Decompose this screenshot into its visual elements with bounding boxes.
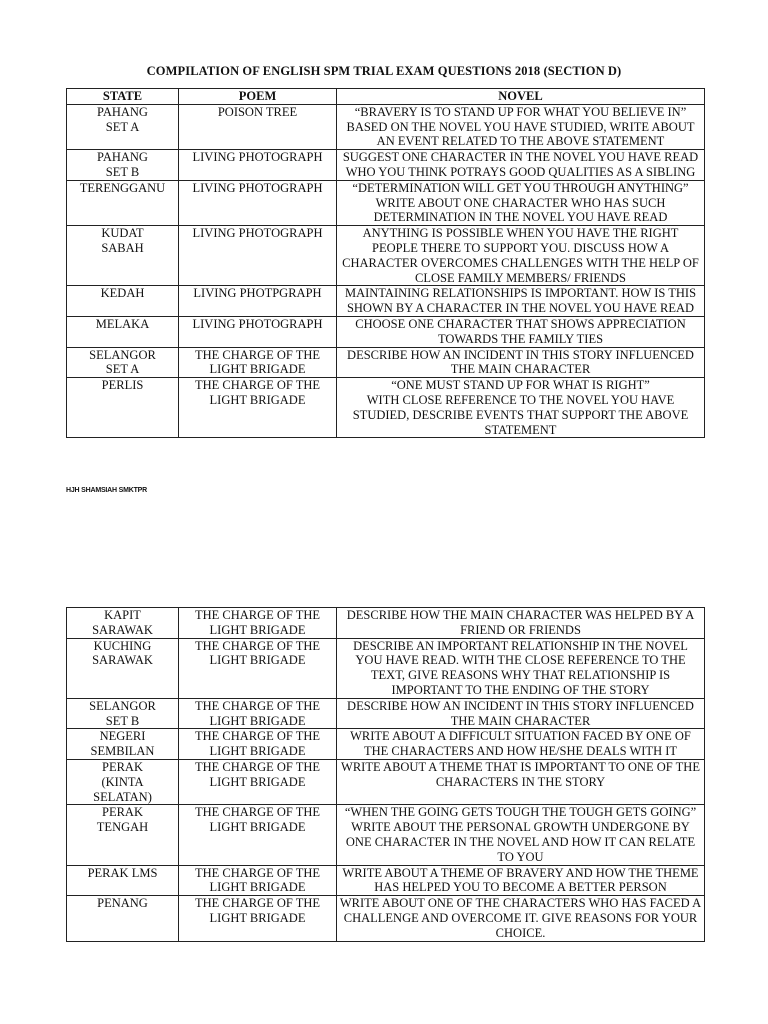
- novel-cell: MAINTAINING RELATIONSHIPS IS IMPORTANT. HOW IS THIS SHOWN BY A CHARACTER IN THE NOVEL YOU HAVE READ: [337, 286, 705, 317]
- novel-cell: ANYTHING IS POSSIBLE WHEN YOU HAVE THE RIGHT PEOPLE THERE TO SUPPORT YOU. DISCUSS HOW A CHARACTER OVERCOMES CHALLENGES WITH THE HELP OF CLOSE FAMILY MEMBERS/ FRIENDS: [337, 226, 705, 286]
- state-cell: SELANGOR SET B: [67, 698, 179, 729]
- questions-table-1: [66, 88, 705, 438]
- poem-cell: THE CHARGE OF THE LIGHT BRIGADE: [179, 896, 337, 941]
- state-cell: PERAK LMS: [67, 865, 179, 896]
- poem-cell: THE CHARGE OF THE LIGHT BRIGADE: [179, 638, 337, 698]
- state-cell: TERENGGANU: [67, 180, 179, 225]
- state-cell: PAHANG SET A: [67, 104, 179, 149]
- poem-cell: THE CHARGE OF THE LIGHT BRIGADE: [179, 759, 337, 804]
- novel-cell: “WHEN THE GOING GETS TOUGH THE TOUGH GETS GOING” WRITE ABOUT THE PERSONAL GROWTH UNDERGONE BY ONE CHARACTER IN THE NOVEL AND HOW IT CAN RELATE TO YOU: [337, 805, 705, 865]
- table-row: [67, 608, 705, 639]
- table-row: [67, 226, 705, 286]
- state-cell: NEGERI SEMBILAN: [67, 729, 179, 760]
- novel-cell: WRITE ABOUT A THEME THAT IS IMPORTANT TO ONE OF THE CHARACTERS IN THE STORY: [337, 759, 705, 804]
- table-row: [67, 347, 705, 378]
- novel-cell: WRITE ABOUT A THEME OF BRAVERY AND HOW THE THEME HAS HELPED YOU TO BECOME A BETTER PERSON: [337, 865, 705, 896]
- table-row: [67, 729, 705, 760]
- table-row: [67, 316, 705, 347]
- state-cell: KEDAH: [67, 286, 179, 317]
- novel-cell: “DETERMINATION WILL GET YOU THROUGH ANYTHING” WRITE ABOUT ONE CHARACTER WHO HAS SUCH DETERMINATION IN THE NOVEL YOU HAVE READ: [337, 180, 705, 225]
- questions-table-2: [66, 607, 705, 942]
- poem-cell: LIVING PHOTOGRAPH: [179, 180, 337, 225]
- poem-cell: LIVING PHOTOGRAPH: [179, 226, 337, 286]
- state-cell: MELAKA: [67, 316, 179, 347]
- author-footer: HJH SHAMSIAH SMKTPR: [66, 487, 147, 494]
- novel-cell: “ONE MUST STAND UP FOR WHAT IS RIGHT” WITH CLOSE REFERENCE TO THE NOVEL YOU HAVE STUDIED, DESCRIBE EVENTS THAT SUPPORT THE ABOVE STATEMENT: [337, 378, 705, 438]
- header-state: STATE: [67, 89, 179, 105]
- poem-cell: THE CHARGE OF THE LIGHT BRIGADE: [179, 608, 337, 639]
- novel-cell: DESCRIBE HOW AN INCIDENT IN THIS STORY INFLUENCED THE MAIN CHARACTER: [337, 347, 705, 378]
- table-row: [67, 805, 705, 865]
- state-cell: KUDAT SABAH: [67, 226, 179, 286]
- state-cell: PAHANG SET B: [67, 150, 179, 181]
- table-row: [67, 698, 705, 729]
- header-poem: POEM: [179, 89, 337, 105]
- document-title: COMPILATION OF ENGLISH SPM TRIAL EXAM QUESTIONS 2018 (SECTION D): [146, 64, 622, 78]
- poem-cell: THE CHARGE OF THE LIGHT BRIGADE: [179, 378, 337, 438]
- state-cell: PERAK (KINTA SELATAN): [67, 759, 179, 804]
- table-row: [67, 104, 705, 149]
- header-novel: NOVEL: [337, 89, 705, 105]
- table-row: [67, 378, 705, 438]
- novel-cell: WRITE ABOUT A DIFFICULT SITUATION FACED BY ONE OF THE CHARACTERS AND HOW HE/SHE DEALS WITH IT: [337, 729, 705, 760]
- poem-cell: THE CHARGE OF THE LIGHT BRIGADE: [179, 347, 337, 378]
- poem-cell: THE CHARGE OF THE LIGHT BRIGADE: [179, 729, 337, 760]
- poem-cell: THE CHARGE OF THE LIGHT BRIGADE: [179, 865, 337, 896]
- table-header-row: [67, 89, 705, 105]
- table-row: [67, 896, 705, 941]
- table-row: [67, 759, 705, 804]
- state-cell: PENANG: [67, 896, 179, 941]
- novel-cell: DESCRIBE AN IMPORTANT RELATIONSHIP IN THE NOVEL YOU HAVE READ. WITH THE CLOSE REFERENCE TO THE TEXT, GIVE REASONS WHY THAT RELATIONSHIP IS IMPORTANT TO THE ENDING OF THE STORY: [337, 638, 705, 698]
- table-row: [67, 865, 705, 896]
- novel-cell: SUGGEST ONE CHARACTER IN THE NOVEL YOU HAVE READ WHO YOU THINK POTRAYS GOOD QUALITIES AS A SIBLING: [337, 150, 705, 181]
- state-cell: PERAK TENGAH: [67, 805, 179, 865]
- poem-cell: LIVING PHOTPGRAPH: [179, 286, 337, 317]
- novel-cell: DESCRIBE HOW THE MAIN CHARACTER WAS HELPED BY A FRIEND OR FRIENDS: [337, 608, 705, 639]
- state-cell: KAPIT SARAWAK: [67, 608, 179, 639]
- table-row: [67, 638, 705, 698]
- state-cell: SELANGOR SET A: [67, 347, 179, 378]
- table-2-body: [67, 608, 705, 942]
- poem-cell: LIVING PHOTOGRAPH: [179, 150, 337, 181]
- novel-cell: “BRAVERY IS TO STAND UP FOR WHAT YOU BELIEVE IN” BASED ON THE NOVEL YOU HAVE STUDIED, WRITE ABOUT AN EVENT RELATED TO THE ABOVE STATEMENT: [337, 104, 705, 149]
- novel-cell: WRITE ABOUT ONE OF THE CHARACTERS WHO HAS FACED A CHALLENGE AND OVERCOME IT. GIVE REASONS FOR YOUR CHOICE.: [337, 896, 705, 941]
- poem-cell: LIVING PHOTOGRAPH: [179, 316, 337, 347]
- novel-cell: DESCRIBE HOW AN INCIDENT IN THIS STORY INFLUENCED THE MAIN CHARACTER: [337, 698, 705, 729]
- state-cell: KUCHING SARAWAK: [67, 638, 179, 698]
- poem-cell: POISON TREE: [179, 104, 337, 149]
- table-row: [67, 180, 705, 225]
- table-1-body: [67, 104, 705, 438]
- state-cell: PERLIS: [67, 378, 179, 438]
- table-row: [67, 150, 705, 181]
- poem-cell: THE CHARGE OF THE LIGHT BRIGADE: [179, 805, 337, 865]
- novel-cell: CHOOSE ONE CHARACTER THAT SHOWS APPRECIATION TOWARDS THE FAMILY TIES: [337, 316, 705, 347]
- table-row: [67, 286, 705, 317]
- poem-cell: THE CHARGE OF THE LIGHT BRIGADE: [179, 698, 337, 729]
